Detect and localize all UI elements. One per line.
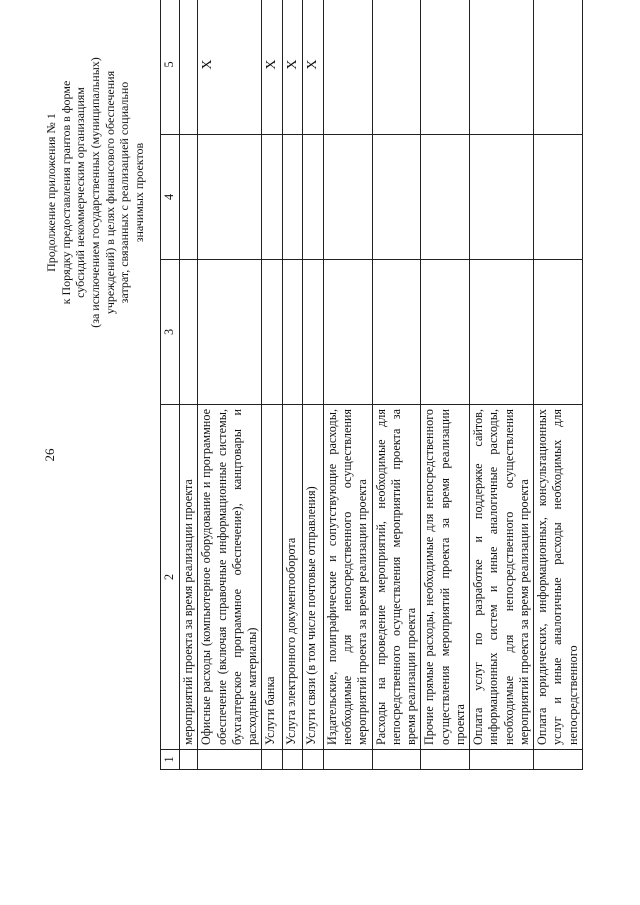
table-cell-c2: Услуга электронного документооборота bbox=[282, 405, 303, 750]
table-cell-c1 bbox=[372, 750, 421, 770]
table-cell-c4 bbox=[303, 135, 324, 260]
table-cell-c5 bbox=[323, 0, 372, 135]
table-cell-c5 bbox=[421, 0, 470, 135]
table-row bbox=[470, 0, 534, 770]
table-row bbox=[180, 0, 198, 770]
header-line: (за исключением государственных (муниципальных) bbox=[87, 57, 102, 328]
header-line: Продолжение приложения № 1 bbox=[44, 113, 58, 272]
table-cell-c3 bbox=[180, 260, 198, 405]
table-cell-c5: X bbox=[198, 0, 262, 135]
table-cell-c4 bbox=[534, 135, 583, 260]
table-cell-c3 bbox=[262, 260, 283, 405]
table-cell-c4 bbox=[323, 135, 372, 260]
column-number-row bbox=[161, 0, 180, 770]
table-cell-c2: Издательские, полиграфические и сопутствующие расходы, необходимые для непосредственного осуществления мероприятий проекта за время реализации проекта bbox=[323, 405, 372, 750]
table-cell-c3 bbox=[198, 260, 262, 405]
table-cell-c2: Офисные расходы (компьютерное оборудование и программное обеспечение (включая справочные информационные системы, бухгалтерское программное обеспечение), канцтовары и расходные материалы) bbox=[198, 405, 262, 750]
table-row bbox=[421, 0, 470, 770]
table-cell-c2: мероприятий проекта за время реализации проекта bbox=[180, 405, 198, 750]
table-cell-c5 bbox=[180, 0, 198, 135]
table-cell-c2: Оплата услуг по разработке и поддержке сайтов, информационных систем и иные аналогичные расходы, необходимые для непосредственного осуществления мероприятий проекта за время реализации проекта bbox=[470, 405, 534, 750]
table-cell-c2: Услуги банка bbox=[262, 405, 283, 750]
table-cell-c1 bbox=[323, 750, 372, 770]
table-cell-c3 bbox=[470, 260, 534, 405]
table-cell-c5 bbox=[372, 0, 421, 135]
table-row bbox=[198, 0, 262, 770]
table-cell-c4 bbox=[282, 135, 303, 260]
table-cell-c1 bbox=[282, 750, 303, 770]
table-cell-c5: X bbox=[262, 0, 283, 135]
table-row bbox=[323, 0, 372, 770]
table-cell-c5 bbox=[470, 0, 534, 135]
table-cell-c2: Прочие прямые расходы, необходимые для непосредственного осуществления мероприятий проекта за время реализации проекта bbox=[421, 405, 470, 750]
table-cell-c3 bbox=[372, 260, 421, 405]
table-cell-c3 bbox=[421, 260, 470, 405]
expenses-table bbox=[160, 0, 583, 770]
table-row bbox=[303, 0, 324, 770]
table-cell-c1 bbox=[303, 750, 324, 770]
page-number: 26 bbox=[42, 448, 57, 462]
table-cell-c2: Расходы на проведение мероприятий, необходимые для непосредственного осуществления мероприятий проекта за время реализации проекта bbox=[372, 405, 421, 750]
table-cell-c3 bbox=[534, 260, 583, 405]
table-body bbox=[180, 0, 583, 770]
table-cell-c1 bbox=[180, 750, 198, 770]
table-cell-c5: X bbox=[303, 0, 324, 135]
table-cell-c4 bbox=[421, 135, 470, 260]
table-cell-c2: Оплата юридических, информационных, консультационных услуг и иные аналогичные расходы необходимых для непосредственного bbox=[534, 405, 583, 750]
table-cell-c1 bbox=[534, 750, 583, 770]
table-cell-c1 bbox=[198, 750, 262, 770]
table-cell-c4 bbox=[470, 135, 534, 260]
header-line: значимых проектов bbox=[131, 142, 146, 243]
header-line: учреждений) в целях финансового обеспечения bbox=[102, 70, 117, 315]
table-cell-c4 bbox=[372, 135, 421, 260]
table-cell-c3 bbox=[323, 260, 372, 405]
table-cell-c3 bbox=[303, 260, 324, 405]
table-row bbox=[372, 0, 421, 770]
column-number: 2 bbox=[161, 405, 180, 750]
column-number: 1 bbox=[161, 750, 180, 770]
table-cell-c5 bbox=[534, 0, 583, 135]
table-cell-c4 bbox=[180, 135, 198, 260]
table-cell-c1 bbox=[262, 750, 283, 770]
table-cell-c5: X bbox=[282, 0, 303, 135]
table-row bbox=[282, 0, 303, 770]
header-line: затрат, связанных с реализацией социально bbox=[117, 81, 132, 304]
header-line: субсидий некоммерческим организациям bbox=[73, 87, 88, 298]
table-cell-c3 bbox=[282, 260, 303, 405]
table-cell-c4 bbox=[262, 135, 283, 260]
column-number: 5 bbox=[161, 0, 180, 135]
table-row bbox=[262, 0, 283, 770]
table-cell-c1 bbox=[421, 750, 470, 770]
column-number: 3 bbox=[161, 260, 180, 405]
table-cell-c2: Услуги связи (в том числе почтовые отправления) bbox=[303, 405, 324, 750]
column-number: 4 bbox=[161, 135, 180, 260]
table-row bbox=[534, 0, 583, 770]
table-cell-c4 bbox=[198, 135, 262, 260]
table-cell-c1 bbox=[470, 750, 534, 770]
header-line: к Порядку предоставления грантов в форме bbox=[58, 80, 73, 305]
appendix-header bbox=[44, 45, 146, 340]
